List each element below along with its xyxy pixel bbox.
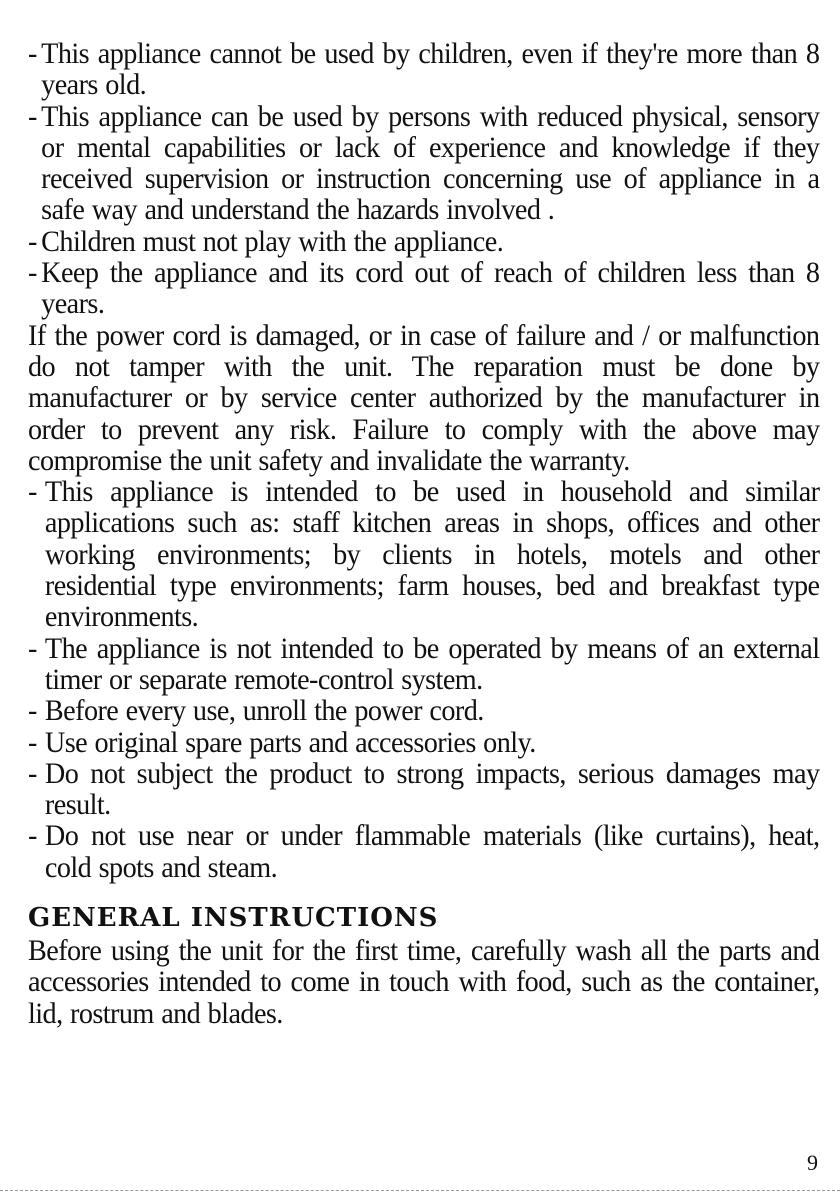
bullet-dash: -	[28, 224, 37, 258]
bullet-dash: -	[28, 694, 37, 728]
list-item-text: This appliance can be used by persons with reduced physical, sensory or mental capabilities or lack of experience and knowledge if they received supervision or instruction concerning use of appliance in a safe way and understand the hazards involved .	[41, 99, 820, 227]
bullet-dash: -	[28, 631, 37, 665]
safety-list-1	[28, 38, 819, 883]
list-item	[28, 633, 819, 696]
bullet-dash: -	[28, 756, 37, 790]
list-item-text: This appliance cannot be used by children, even if they're more than 8 years old.	[41, 37, 820, 102]
list-item	[28, 101, 819, 226]
bullet-dash: -	[28, 256, 37, 290]
list-item-text: This appliance is intended to be used in household and similar applications such as: staff kitchen areas in shops, offices and other working environments; by clients in hotels, motels and other residential type environments; farm houses, bed and breakfast type environments.	[44, 475, 820, 634]
list-item	[28, 695, 819, 726]
bullet-dash: -	[28, 819, 37, 853]
list-item-text: Keep the appliance and its cord out of reach of children less than 8 years.	[41, 256, 820, 321]
list-item-text: Use original spare parts and accessories only.	[44, 725, 536, 759]
power-cord-paragraph: If the power cord is damaged, or in case of failure and / or malfunction do not tamper with the unit. The reparation must be done by manufacturer or by service center authorized by the manufacturer in order to prevent any risk. Failure to comply with the above may compromise the unit safety and invalidate the warranty.	[28, 318, 820, 477]
list-item-text: Do not use near or under flammable materials (like curtains), heat, cold spots and steam.	[44, 819, 820, 884]
general-instructions-body: Before using the unit for the first time, carefully wash all the parts and accessories intended to come in touch with food, such as the container, lid, rostrum and blades.	[28, 934, 820, 1030]
bullet-dash: -	[28, 475, 37, 509]
list-item-text: Children must not play with the appliance.	[41, 224, 504, 258]
list-item	[28, 476, 819, 632]
section-heading: GENERAL INSTRUCTIONS	[28, 903, 439, 934]
list-item	[28, 758, 819, 821]
bullet-dash: -	[28, 725, 37, 759]
list-item	[28, 226, 819, 257]
list-item	[28, 257, 819, 320]
list-item	[28, 38, 819, 101]
bullet-dash: -	[28, 37, 37, 70]
list-item-text: The appliance is not intended to be operated by means of an external timer or separate remote-control system.	[44, 631, 820, 696]
list-item-text: Before every use, unroll the power cord.	[44, 694, 484, 728]
page-number: 9	[807, 1150, 818, 1175]
manual-page	[28, 38, 820, 1029]
list-item	[28, 820, 819, 883]
list-item-text: Do not subject the product to strong impacts, serious damages may result.	[44, 756, 820, 822]
bullet-dash: -	[28, 99, 37, 133]
list-item	[28, 727, 819, 758]
bottom-divider	[0, 1190, 840, 1191]
